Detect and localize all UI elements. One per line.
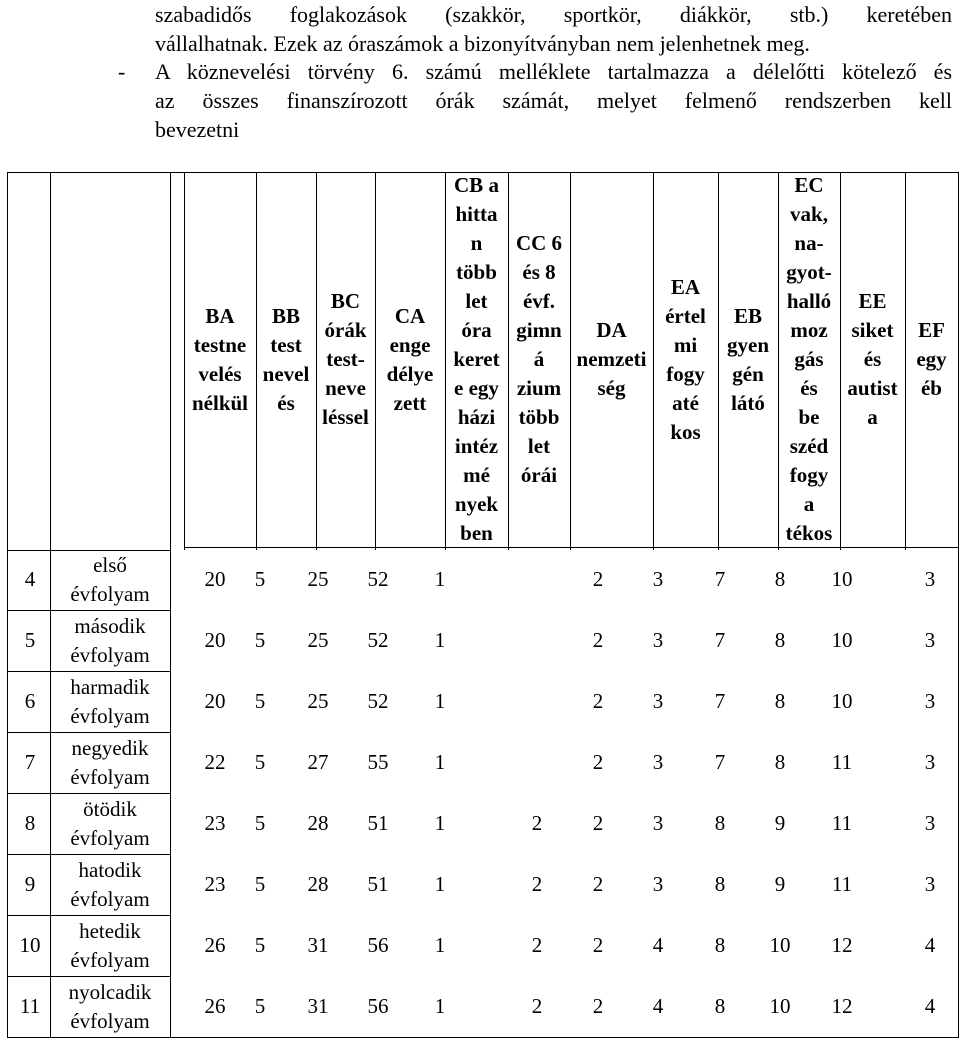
- table-cell: 51: [367, 871, 389, 896]
- intro-line-5: bevezetni: [155, 117, 240, 142]
- table-cell: 1: [434, 567, 446, 591]
- table-border-bottom: [7, 1037, 958, 1038]
- intro-line-2: vállalhatnak. Ezek az óraszámok a bizonyítványban nem jelenhetnek meg.: [155, 31, 810, 56]
- column-header: CA enge délye zett: [386, 303, 434, 415]
- col-divider: [170, 172, 171, 1037]
- table-cell: 3: [652, 810, 664, 835]
- table-cell: 2: [531, 932, 543, 957]
- row-label: második évfolyam: [70, 613, 150, 667]
- table-cell: 4: [652, 993, 664, 1018]
- table-cell: 31: [307, 932, 329, 957]
- table-cell: 8: [774, 567, 786, 591]
- table-cell: 12: [831, 993, 853, 1018]
- table-cell: 23: [204, 871, 226, 896]
- table-cell: 3: [924, 688, 936, 713]
- table-cell: 7: [714, 688, 726, 713]
- table-cell: 2: [592, 688, 604, 713]
- table-cell: 25: [307, 688, 329, 713]
- column-header: EE siket és autist a: [847, 289, 898, 429]
- table-cell: 22: [204, 749, 226, 774]
- table-cell: 2: [592, 749, 604, 774]
- table-cell: 8: [774, 749, 786, 774]
- row-label: hetedik évfolyam: [70, 918, 150, 972]
- table-cell: 1: [434, 993, 446, 1018]
- table-cell: 10: [831, 567, 853, 591]
- table-cell: 5: [254, 749, 266, 774]
- table-cell: 3: [924, 627, 936, 652]
- row-label: harmadik évfolyam: [70, 674, 150, 728]
- row-number: 6: [24, 688, 36, 713]
- row-number: 5: [24, 627, 36, 652]
- table-cell: 1: [434, 871, 446, 896]
- table-cell: 4: [924, 993, 936, 1018]
- table-cell: 3: [924, 567, 936, 591]
- intro-line-1: szabadidős foglakozások (szakkör, sportkör, diákkör, stb.) keretében: [155, 2, 952, 27]
- table-cell: 10: [769, 932, 791, 957]
- table-cell: 31: [307, 993, 329, 1018]
- intro-text: [0, 0, 960, 160]
- table-cell: 52: [367, 567, 389, 591]
- table-cell: 52: [367, 688, 389, 713]
- table-cell: 5: [254, 627, 266, 652]
- table-cell: 8: [714, 810, 726, 835]
- row-label: negyedik évfolyam: [70, 735, 150, 789]
- table-cell: 8: [774, 627, 786, 652]
- table-cell: 3: [652, 688, 664, 713]
- table-cell: 3: [924, 871, 936, 896]
- table-cell: 20: [204, 567, 226, 591]
- table-cell: 2: [592, 932, 604, 957]
- table-cell: 1: [434, 932, 446, 957]
- intro-line-4: az összes finanszírozott órák számát, melyet felmenő rendszerben kell: [155, 88, 952, 113]
- table-cell: 8: [774, 688, 786, 713]
- column-header: CC 6 és 8 évf. gimn á zium több let órái: [515, 231, 563, 487]
- table-cell: 4: [652, 932, 664, 957]
- table-cell: 56: [367, 993, 389, 1018]
- column-header: BB test nevel és: [262, 303, 310, 415]
- table-cell: 8: [714, 932, 726, 957]
- table-cell: 1: [434, 688, 446, 713]
- row-number: 9: [24, 871, 36, 896]
- table-cell: 52: [367, 627, 389, 652]
- row-label: ötödik évfolyam: [70, 796, 150, 850]
- column-header: CB a hitta n több let óra keret e egy házi intéz mé nyek ben: [453, 173, 500, 545]
- table-cell: 28: [307, 871, 329, 896]
- table-cell: 26: [204, 993, 226, 1018]
- row-number: 4: [24, 567, 36, 591]
- header-bottom-line: [184, 547, 958, 548]
- table-cell: 1: [434, 749, 446, 774]
- table-cell: 3: [924, 749, 936, 774]
- row-number: 7: [24, 749, 36, 774]
- table-cell: 55: [367, 749, 389, 774]
- table-cell: 5: [254, 810, 266, 835]
- table-border-right: [958, 172, 959, 1038]
- table-cell: 2: [592, 567, 604, 591]
- table-cell: 7: [714, 567, 726, 591]
- table-cell: 51: [367, 810, 389, 835]
- table-cell: 11: [831, 749, 853, 774]
- table-cell: 9: [774, 810, 786, 835]
- table-cell: 26: [204, 932, 226, 957]
- row-number: 11: [19, 993, 41, 1018]
- table-cell: 7: [714, 749, 726, 774]
- list-dash: -: [118, 59, 126, 84]
- table-cell: 1: [434, 810, 446, 835]
- column-header: EA értel mi fogy até kos: [665, 274, 706, 444]
- table-cell: 2: [592, 871, 604, 896]
- row-number: 10: [19, 932, 41, 957]
- table-cell: 5: [254, 993, 266, 1018]
- table-cell: 2: [531, 993, 543, 1018]
- table-cell: 1: [434, 627, 446, 652]
- table-cell: 3: [924, 810, 936, 835]
- table-cell: 2: [531, 871, 543, 896]
- row-label: nyolcadik évfolyam: [68, 979, 152, 1033]
- row-label: első évfolyam: [70, 553, 150, 606]
- column-header: BC órák test- neve léssel: [322, 289, 369, 429]
- table-cell: 9: [774, 871, 786, 896]
- table-cell: 5: [254, 932, 266, 957]
- column-header: EF egy éb: [916, 318, 947, 400]
- row-number: 8: [24, 810, 36, 835]
- table-cell: 10: [769, 993, 791, 1018]
- table-cell: 20: [204, 688, 226, 713]
- lesson-hours-table: [0, 170, 960, 1049]
- table-cell: 5: [254, 871, 266, 896]
- table-cell: 3: [652, 567, 664, 591]
- table-cell: 23: [204, 810, 226, 835]
- table-cell: 2: [592, 993, 604, 1018]
- row-label: hatodik évfolyam: [70, 857, 150, 911]
- table-cell: 5: [254, 688, 266, 713]
- table-cell: 3: [652, 871, 664, 896]
- table-cell: 25: [307, 567, 329, 591]
- table-cell: 11: [831, 871, 853, 896]
- column-header: BA testne velés nélkül: [191, 303, 249, 415]
- table-cell: 2: [592, 627, 604, 652]
- column-header: EB gyen gén látó: [727, 303, 769, 415]
- intro-line-3: A köznevelési törvény 6. számú melléklete tartalmazza a délelőtti kötelező és: [155, 59, 952, 84]
- table-cell: 27: [307, 749, 329, 774]
- table-cell: 56: [367, 932, 389, 957]
- table-cell: 28: [307, 810, 329, 835]
- table-cell: 2: [592, 810, 604, 835]
- table-cell: 3: [652, 749, 664, 774]
- table-cell: 11: [831, 810, 853, 835]
- table-cell: 5: [254, 567, 266, 591]
- table-cell: 25: [307, 627, 329, 652]
- table-cell: 3: [652, 627, 664, 652]
- table-cell: 2: [531, 810, 543, 835]
- table-cell: 8: [714, 993, 726, 1018]
- column-header: EC vak, na- gyot- halló moz gás és be széd fogy a tékos: [785, 173, 833, 545]
- table-cell: 12: [831, 932, 853, 957]
- table-border-left: [7, 172, 8, 1038]
- column-header: DA nemzeti ség: [576, 318, 647, 400]
- table-cell: 4: [924, 932, 936, 957]
- table-cell: 7: [714, 627, 726, 652]
- table-cell: 8: [714, 871, 726, 896]
- table-cell: 20: [204, 627, 226, 652]
- table-cell: 10: [831, 627, 853, 652]
- table-cell: 10: [831, 688, 853, 713]
